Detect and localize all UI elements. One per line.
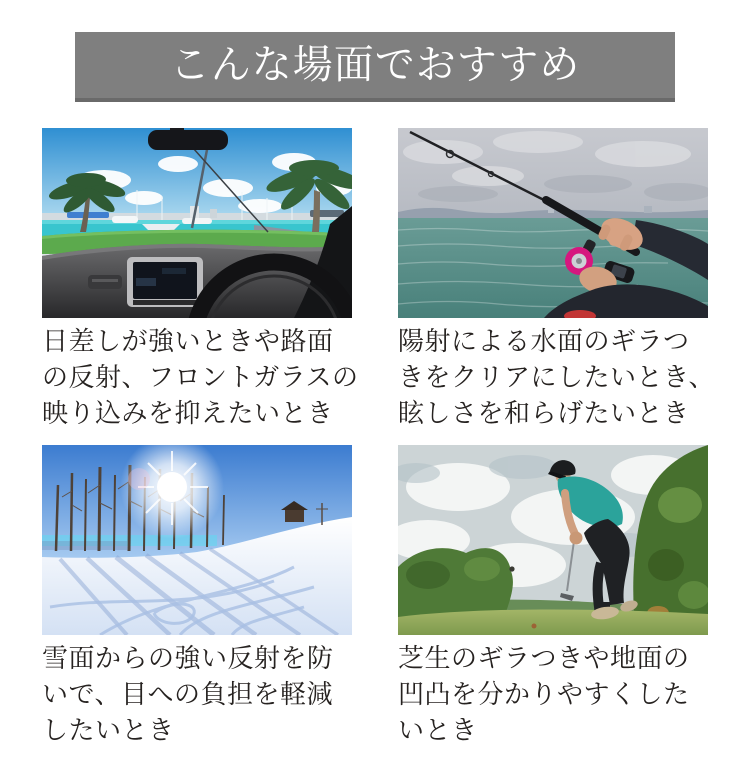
air-vent [88, 275, 122, 289]
caption-line: 凹凸を分かりやすくした [398, 679, 690, 709]
recommend-section [0, 32, 750, 782]
section-title: こんな場面でおすすめ [169, 43, 581, 87]
caption-line: の反射、フロントガラスの [42, 362, 359, 392]
caption-line: 日差しが強いときや路面 [42, 326, 334, 356]
navigation-unit [127, 257, 203, 307]
caption-line: 眩しさを和らげたいとき [398, 398, 690, 428]
scene-card-fishing [398, 128, 715, 431]
section-header-banner [75, 32, 675, 102]
caption-line: 映り込みを抑えたいとき [42, 398, 334, 428]
caption-line: 芝生のギラつきや地面の [398, 643, 690, 673]
scene-caption [398, 323, 715, 431]
golf-photo [398, 445, 708, 635]
caption-line: 雪面からの強い反射を防 [42, 643, 334, 673]
scene-caption [42, 323, 359, 431]
scene-grid [0, 102, 750, 748]
scene-caption [42, 640, 352, 748]
golf-ball [509, 566, 514, 571]
caption-line: したいとき [42, 715, 175, 745]
rearview-mirror [148, 128, 228, 150]
caption-line: 陽射による水面のギラつ [398, 326, 690, 356]
caption-line: いとき [398, 715, 478, 745]
scene-card-snow [42, 445, 352, 748]
scene-card-driving [42, 128, 359, 431]
scene-caption [398, 640, 708, 748]
scene-card-golf [398, 445, 708, 748]
caption-line: いで、目への負担を軽減 [42, 679, 333, 709]
fishing-photo [398, 128, 708, 318]
car-windshield-photo [42, 128, 352, 318]
snow-slope-photo [42, 445, 352, 635]
grass [398, 609, 708, 635]
hands [570, 532, 583, 545]
caption-line: きをクリアにしたいとき、 [398, 362, 715, 392]
